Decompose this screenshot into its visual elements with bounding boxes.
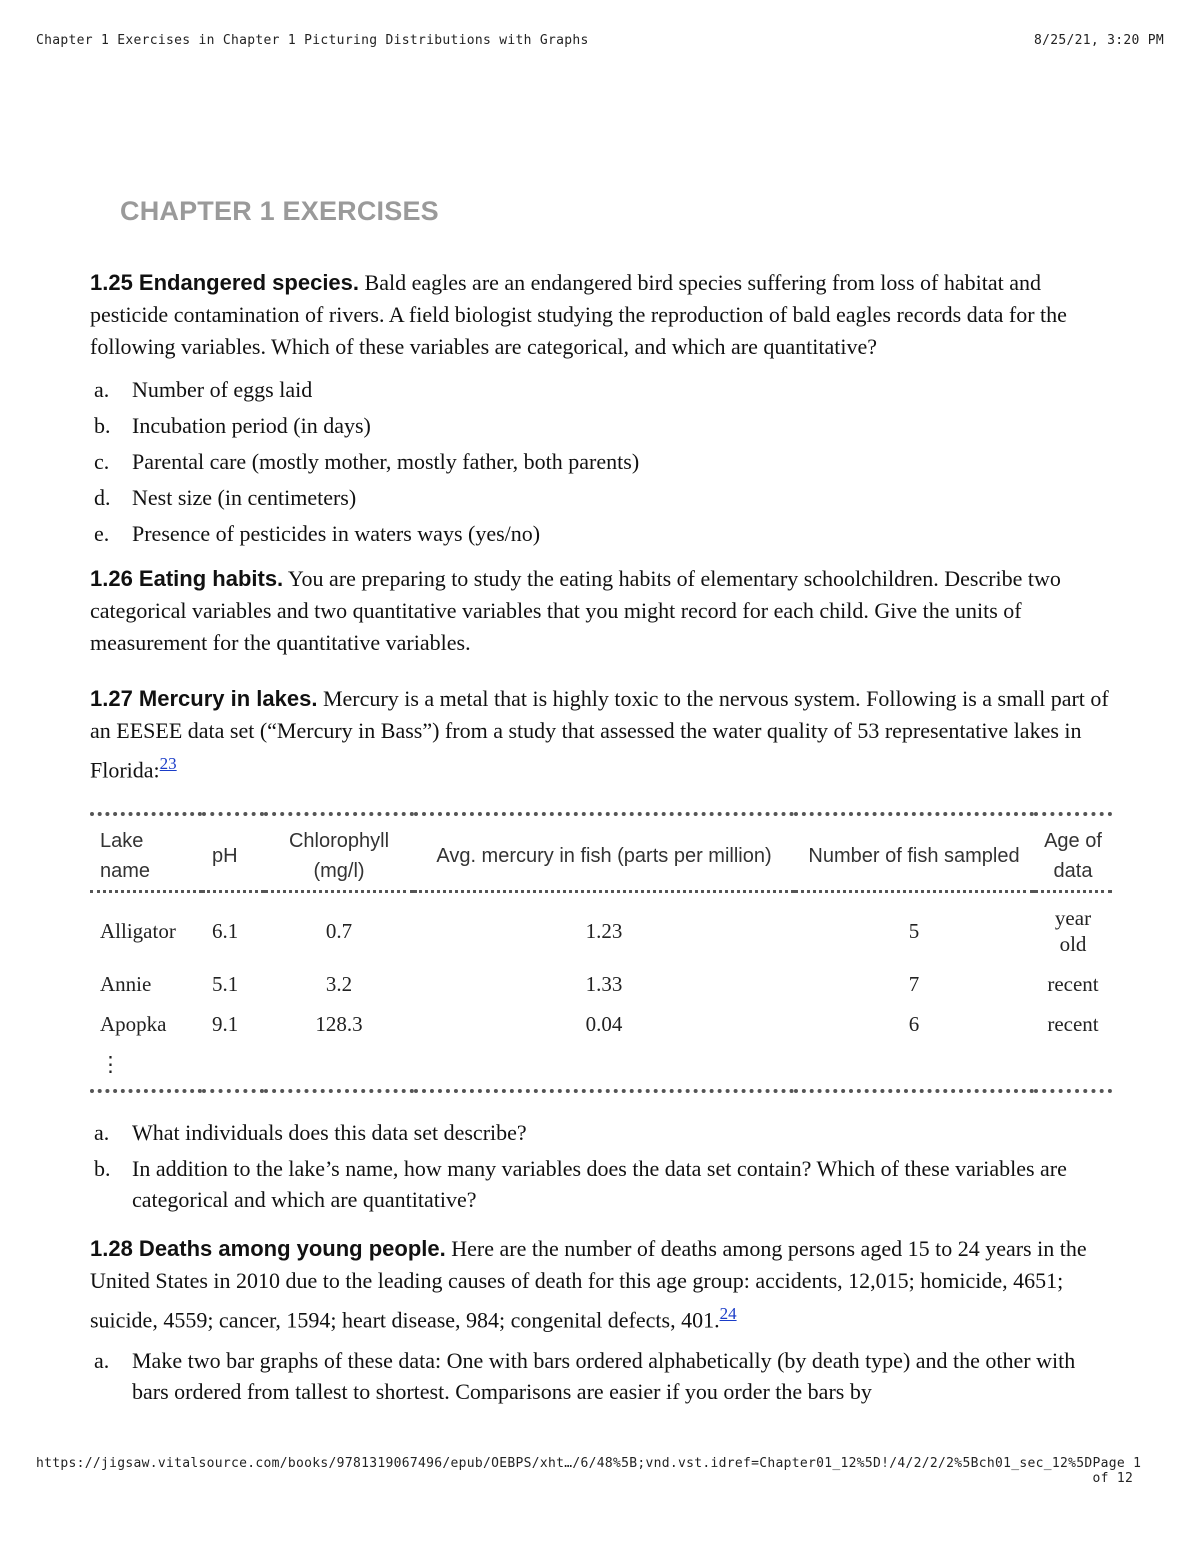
header-timestamp: 8/25/21, 3:20 PM xyxy=(1033,33,1164,48)
exercise-body: Mercury is a metal that is highly toxic to the nervous system. Following is a small part of an EESEE data set (“Mercury in Bass”) from a study that assessed the water quality of 53 representative lakes in Florida: xyxy=(90,686,1109,783)
column-header: Chlorophyll (mg/l) xyxy=(264,814,414,892)
exercise-1-27 xyxy=(90,683,1112,786)
exercise-1-28 xyxy=(90,1233,1112,1336)
exercise-body: Here are the number of deaths among persons aged 15 to 24 years in the United States in 2010 due to the leading causes of death for this age group: accidents, 12,015; homicide, 4651; suicide, 4559; cancer, 1594; heart disease, 984; congenital defects, 401. xyxy=(90,1236,1087,1333)
footer-page-number: Page 1 of 12 xyxy=(1092,1456,1142,1486)
exercise-title: 1.27 Mercury in lakes. xyxy=(90,686,318,711)
footnote-link-23[interactable]: 23 xyxy=(159,754,177,773)
table-row xyxy=(90,1044,1112,1091)
mercury-data-table xyxy=(90,812,1112,1093)
table-header-row xyxy=(90,814,1112,892)
chapter-title: CHAPTER 1 EXERCISES xyxy=(120,196,439,226)
footnote-link-24[interactable]: 24 xyxy=(719,1304,737,1324)
column-header: Number of fish sampled xyxy=(794,814,1034,892)
list-item: a. Make two bar graphs of these data: One with bars ordered alphabetically (by death type) and the other with bars ordered from tallest to shortest. Comparisons are easier if you order the bars by xyxy=(94,1347,1076,1404)
exercise-1-26 xyxy=(90,563,1112,659)
exercise-1-25 xyxy=(90,267,1112,363)
list-item: b. Incubation period (in days) xyxy=(94,413,371,438)
page-content xyxy=(90,196,1112,1412)
print-footer xyxy=(36,1456,1164,1486)
column-header: Avg. mercury in fish (parts per million) xyxy=(414,814,794,892)
list-item: e. Presence of pesticides in waters ways (yes/no) xyxy=(94,521,541,546)
exercise-1-27-items xyxy=(90,1117,1112,1215)
exercise-title: 1.26 Eating habits. xyxy=(90,566,284,591)
list-item: a. Number of eggs laid xyxy=(94,377,313,402)
table-row: Apopka 9.1 128.3 0.04 6 recent xyxy=(100,1012,1099,1037)
list-item: b. In addition to the lake’s name, how many variables does the data set contain? Which of these variables are categorical and which are quantitative? xyxy=(94,1156,1067,1213)
table-row: Alligator 6.1 0.7 1.23 5 year old xyxy=(100,906,1092,957)
table-ellipsis: ⋮ xyxy=(90,1044,202,1091)
exercise-body: Bald eagles are an endangered bird species suffering from loss of habitat and pesticide contamination of rivers. A field biologist studying the reproduction of bald eagles records data for the following variables. Which of these variables are categorical, and which are quantitative? xyxy=(90,270,1067,359)
column-header: Age of data xyxy=(1034,814,1112,892)
list-item: c. Parental care (mostly mother, mostly father, both parents) xyxy=(94,449,640,474)
exercise-title: 1.25 Endangered species. xyxy=(90,270,360,295)
column-header: pH xyxy=(202,814,264,892)
print-header xyxy=(36,33,1164,48)
header-page-title: Chapter 1 Exercises in Chapter 1 Picturing Distributions with Graphs xyxy=(36,33,589,48)
table-row: Annie 5.1 3.2 1.33 7 recent xyxy=(100,972,1099,997)
footer-url: https://jigsaw.vitalsource.com/books/9781319067496/epub/OEBPS/xht…/6/48%5B;vnd.vst.idref=Chapter01_12%5D!/4/2/2/2%5Bch01_sec_12%5D xyxy=(36,1456,1093,1471)
exercise-body: You are preparing to study the eating habits of elementary schoolchildren. Describe two categorical variables and two quantitative variables that you might record for each child. Give the units of measurement for the quantitative variables. xyxy=(90,566,1061,655)
column-header: Lake name xyxy=(90,814,202,892)
exercise-1-28-items xyxy=(90,1345,1112,1407)
exercise-title: 1.28 Deaths among young people. xyxy=(90,1236,446,1262)
list-item: a. What individuals does this data set describe? xyxy=(94,1120,527,1146)
list-item: d. Nest size (in centimeters) xyxy=(94,485,357,510)
exercise-1-25-items xyxy=(90,374,1112,549)
